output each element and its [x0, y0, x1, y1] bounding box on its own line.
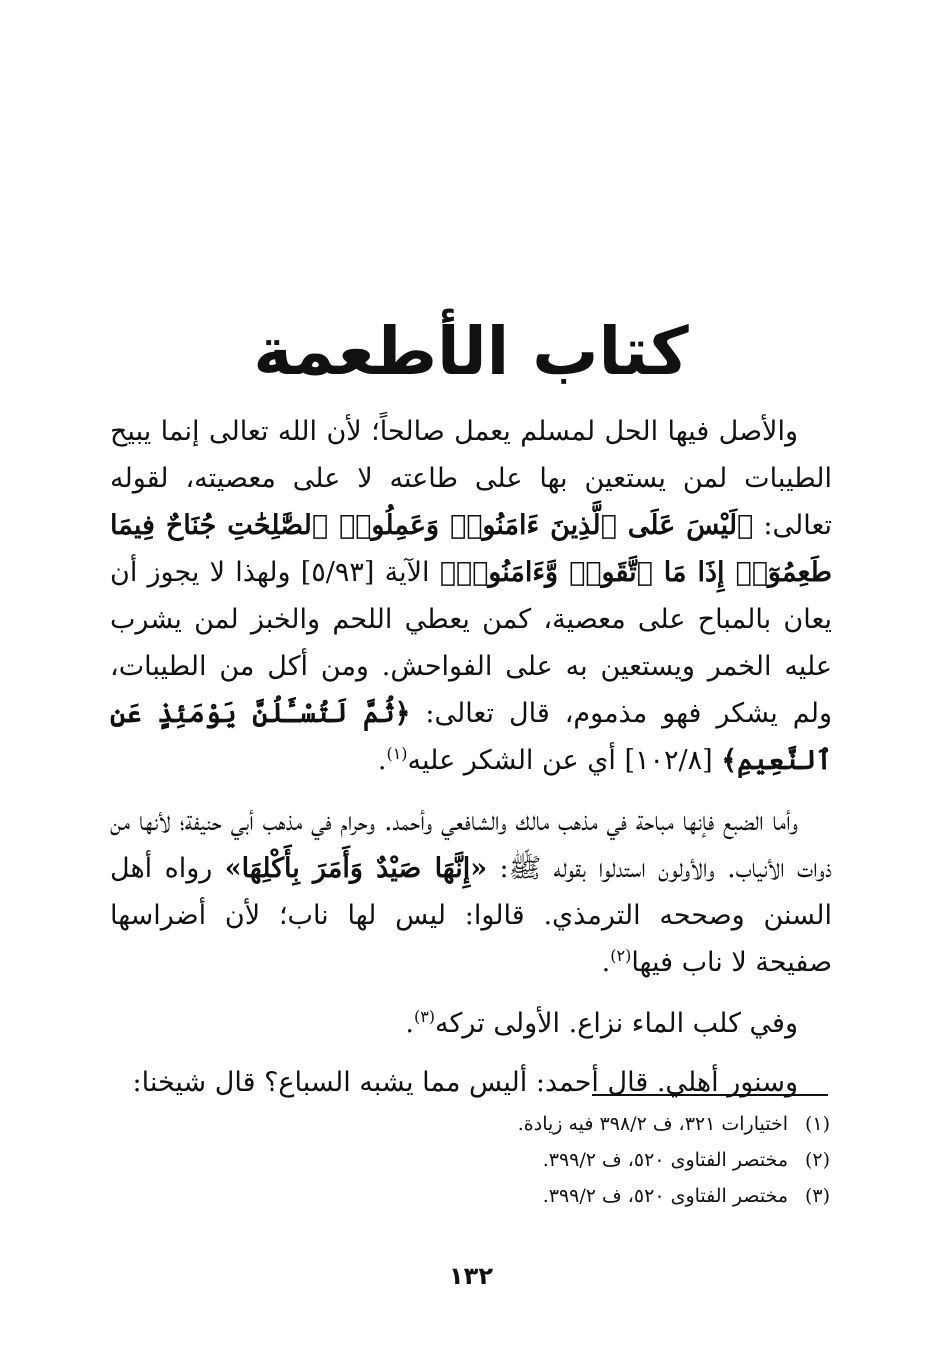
sentence-end: .: [405, 1008, 414, 1039]
footnote-text: مختصر الفتاوى ٥٢٠، ف ٣٩٩/٢.: [542, 1185, 788, 1207]
footnote-item: [114, 1106, 830, 1142]
sentence-end: .: [377, 745, 387, 776]
quran-verse: ﴿ثُمَّ لَتُسْـَٔلُنَّ يَوْمَئِذٍ عَنِ ٱلنَّعِيمِ﴾: [110, 698, 832, 776]
footnote-number: (٣): [804, 1185, 830, 1207]
footnote-item: [114, 1178, 830, 1214]
paragraph-text: وسنور أهلي. قال أحمد: أليس مما يشبه السباع؟ قال شيخنا:: [132, 1067, 798, 1098]
paragraph-text: [١٠٢/٨] أي عن الشكر عليه: [407, 745, 722, 776]
footnote-reference[interactable]: (٢): [610, 946, 632, 965]
footnote-divider: [592, 1094, 828, 1096]
footnote-text: مختصر الفتاوى ٥٢٠، ف ٣٩٩/٢.: [542, 1149, 788, 1171]
quran-verse: ﴿لَيْسَ عَلَى ٱلَّذِينَ ءَامَنُوا۟ وَعَمِلُوا۟ ٱلصَّٰلِحَٰتِ جُنَاحٌ فِيمَا طَعِمُوٓا۟ إِذَا مَا ٱتَّقَوا۟ وَّءَامَنُوا۟﴾: [110, 510, 832, 588]
footnote-number: (١): [804, 1113, 830, 1135]
paragraph-text: وفي كلب الماء نزاع. الأولى تركه: [435, 1008, 798, 1039]
paragraph-text: الآية [٥/٩٣] ولهذا لا يجوز أن يعان بالمباح على معصية، كمن يعطي اللحم والخبز لمن يشرب عليه الخمر ويستعين به على الفواحش. ومن أكل من الطيبات، ولم يشكر فهو مذموم، قال تعالى:: [110, 557, 832, 729]
paragraph-text: وأما الضبع فإنها مباحة في مذهب مالك والشافعي وأحمد. وحرام في مذهب أبي حنيفة؛ لأنها من ذوات الأنياب. والأولون استدلوا بقوله ﷺ:: [110, 806, 832, 884]
footnote-text: اختيارات ٣٢١، ف ٣٩٨/٢ فيه زيادة.: [517, 1113, 788, 1135]
paragraph-text: والأصل فيها الحل لمسلم يعمل صالحاً؛ لأن الله تعالى إنما يبيح الطيبات لمن يستعين بها على طاعته لا على معصيته، لقوله تعالى:: [110, 416, 832, 541]
paragraph-text: رواه أهل السنن وصححه الترمذي. قالوا: ليس لها ناب؛ لأن أضراسها صفيحة لا ناب فيها: [110, 853, 832, 978]
paragraph-domestic-cat: [110, 1059, 832, 1106]
footnote-number: (٢): [804, 1149, 830, 1171]
hadith-quote: «إِنَّهَا صَيْدٌ وَأَمَرَ بِأَكْلِهَا»: [224, 853, 488, 884]
page-number: ١٣٢: [449, 1262, 493, 1290]
footnote-item: [114, 1142, 830, 1178]
paragraph-permissibility: [110, 408, 832, 784]
chapter-title: كتاب الأطعمة: [253, 313, 689, 391]
footnote-reference[interactable]: (١): [386, 744, 408, 763]
footnotes: [114, 1106, 830, 1214]
sentence-end: .: [601, 947, 611, 978]
main-text: [110, 408, 832, 1120]
footnote-reference[interactable]: (٣): [413, 1007, 436, 1026]
paragraph-hyena: [110, 798, 832, 986]
paragraph-water-dog: [110, 1000, 832, 1047]
